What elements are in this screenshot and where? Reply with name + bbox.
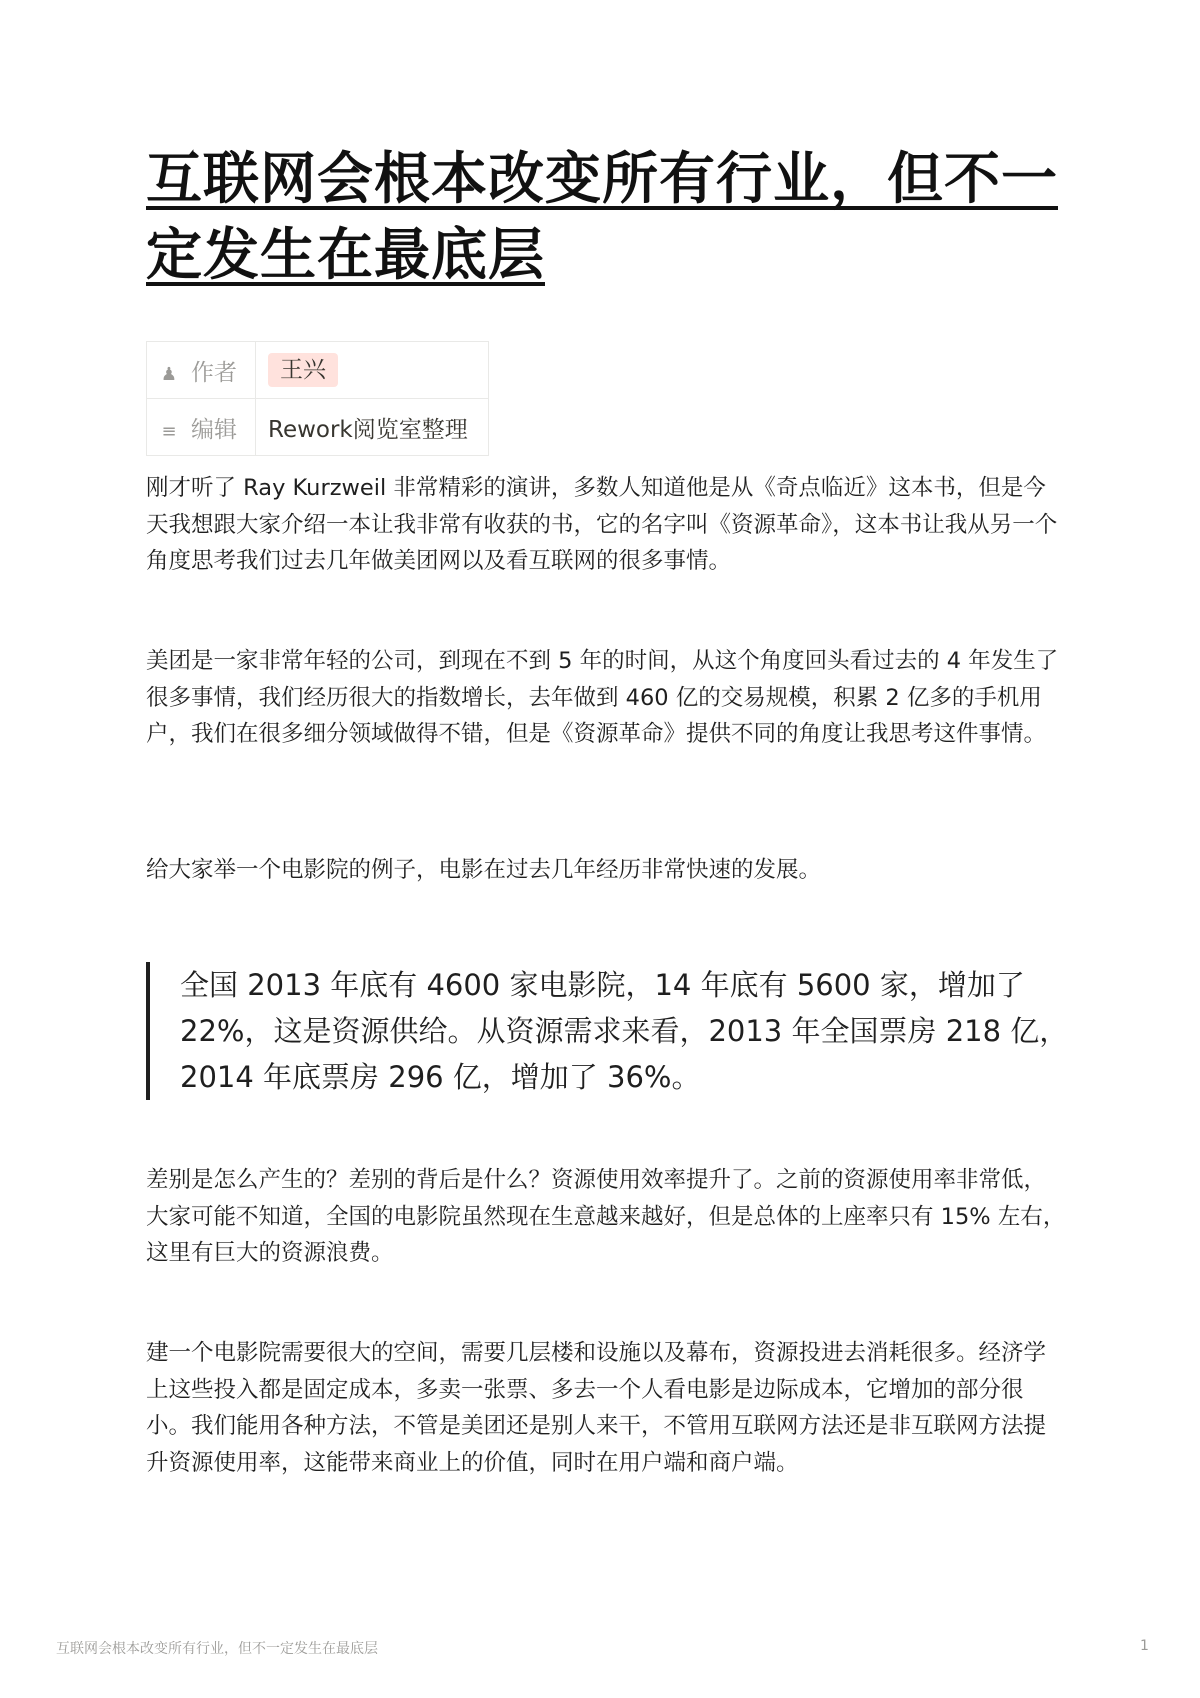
property-key-author [147, 342, 256, 399]
paragraph-difference: 差别是怎么产生的？差别的背后是什么？资源使用效率提升了。之前的资源使用率非常低，大家可能不知道，全国的电影院虽然现在生意越来越好，但是总体的上座率只有 15% 左右，这里有巨大的资源浪费。 [146, 1167, 1066, 1266]
blockquote: 全国 2013 年底有 4600 家电影院，14 年底有 5600 家，增加了 22%，这是资源供给。从资源需求来看，2013 年全国票房 218 亿，2014 年底票房 296 亿，增加了 36%。 [146, 962, 1080, 1100]
author-tag[interactable]: 王兴 [268, 353, 338, 387]
footer-title: 互联网会根本改变所有行业，但不一定发生在最底层 [56, 1641, 378, 1657]
property-row-author [147, 342, 489, 399]
footer-page-number: 1 [1140, 1638, 1149, 1654]
property-row-editor [147, 399, 489, 456]
paragraph-meituan: 美团是一家非常年轻的公司，到现在不到 5 年的时间，从这个角度回头看过去的 4 年发生了很多事情，我们经历很大的指数增长，去年做到 460 亿的交易规模，积累 2 亿多的手机用户，我们在很多细分领域做得不错，但是《资源革命》提供不同的角度让我思考这件事情。 [146, 648, 1059, 747]
properties-table [146, 341, 489, 456]
property-value-editor: Rework阅览室整理 [256, 399, 489, 456]
page-title: 互联网会根本改变所有行业，但不一定发生在最底层 [146, 147, 1058, 288]
paragraph-cinema-example: 给大家举一个电影院的例子，电影在过去几年经历非常快速的发展。 [146, 857, 822, 883]
property-key-editor [147, 399, 256, 456]
property-value-author [256, 342, 489, 399]
property-key-label: 作者 [191, 359, 237, 386]
property-key-label: 编辑 [191, 416, 237, 443]
lines-icon: ≡ [161, 420, 177, 442]
paragraph-intro: 刚才听了 Ray Kurzweil 非常精彩的演讲，多数人知道他是从《奇点临近》这本书，但是今天我想跟大家介绍一本让我非常有收获的书，它的名字叫《资源革命》，这本书让我从另一个角度思考我们过去几年做美团网以及看互联网的很多事情。 [146, 475, 1058, 574]
person-icon: ♟ [160, 363, 178, 385]
paragraph-cost: 建一个电影院需要很大的空间，需要几层楼和设施以及幕布，资源投进去消耗很多。经济学上这些投入都是固定成本，多卖一张票、多去一个人看电影是边际成本，它增加的部分很小。我们能用各种方法，不管是美团还是别人来干，不管用互联网方法还是非互联网方法提升资源使用率，这能带来商业上的价值，同时在用户端和商户端。 [146, 1340, 1047, 1476]
